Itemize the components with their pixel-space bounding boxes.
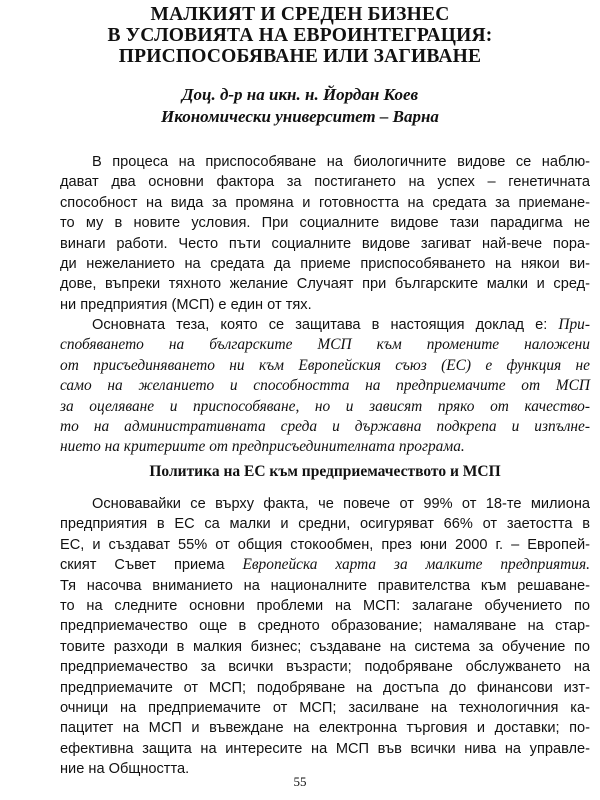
text-line: Основавайки се върху факта, че повече от 99% от 18-те милиона [92,496,590,512]
section-heading: Политика на ЕС към предприемачеството и МСП [149,463,501,480]
text-line: способност на вида за промяна и готовността на средата за приемане- [60,194,590,211]
text-line: Тя насочва вниманието на националните правителства към решаване- [60,577,590,594]
text-line: пацитет на МСП и въвеждане на електронна търговия и доставки; по- [60,720,590,737]
text-line: то на административната среда и държавна подкрепа и изпълне- [60,418,590,436]
text-line: то му в новите условия. При социалните видове тази парадигма не [60,215,590,232]
thesis-intro: Основната теза, която се защитава в настоящия доклад е: [92,317,559,333]
text-line [60,555,590,575]
text-line: ни предприятия (МСП) е един от тях. [60,296,312,313]
paragraph-intro [60,152,590,315]
title-line: МАЛКИЯТ И СРЕДЕН БИЗНЕС [150,4,450,25]
author-affiliation: Икономически университет – Варна [161,107,439,126]
paragraph-thesis [60,315,590,458]
text-line: предприемачите от МСП; подобряване на достъпа до финансови изт- [60,679,590,696]
text-line: предприятия в ЕС са малки и средни, осигуряват 66% от заетостта в [60,516,590,533]
title-line: В УСЛОВИЯТА НА ЕВРОИНТЕГРАЦИЯ: [107,25,493,46]
title-line: ПРИСПОСОБЯВАНЕ ИЛИ ЗАГИВАНЕ [118,46,482,67]
text-line: дове, въпреки тяхното желание Случаят при българските малки и сред- [60,276,590,293]
text-line: ЕС, и създават 55% от общия стокообмен, през юни 2000 г. – Европей- [60,536,590,553]
text-line: нието на критериите от предприсъединителната програма. [60,438,465,456]
paragraph-eu-policy [60,494,590,780]
text-line: от присъединяването ни към Европейския съюз (ЕС) е функция не [60,356,590,374]
text-line: винаги работи. Често пъти социалните видове загиват най-вече пора- [60,235,590,252]
page-number: 55 [293,774,307,789]
text-line: предприемачество за всички възрасти; подобряване обслужването на [60,659,590,676]
text-line: само на желанието и способността на предприемачите от МСП [60,377,590,395]
text-line: то на следните основни проблеми на МСП: залагане обучението по [60,598,590,615]
text-line: товите разходи в малкия бизнес; създаване на система за обучение по [60,638,590,655]
text-line: спобяването на българските МСП към промените наложени [60,336,590,354]
text-line: очници на предприемачите от МСП; засилване на технологичния ка- [60,700,590,717]
text-line: дават два основни фактора за постигането на успех – генетичната [60,174,590,191]
thesis-start: При- [558,316,590,333]
text-line: ефективна защита на интересите на МСП във всички нива на управле- [60,740,590,757]
text-line [60,315,590,335]
text-line: предприемачество още в средното образование; намаляване на стар- [60,618,590,635]
document-title [0,4,600,67]
text-line: В процеса на приспособяване на биологичните видове се наблю- [92,154,590,170]
author-block [0,84,600,128]
text-line: за оцеляване и приспособяване, но и зависят пряко от качество- [60,397,590,415]
text-line: ди нежеланието на средата да приеме приспособяването на някои ви- [60,256,590,273]
charter-title: Европейска харта за малките предприятия. [242,556,590,574]
charter-intro: ският Съвет приема [60,557,243,574]
text-line: ние на Общността. [60,761,190,778]
author-name: Доц. д-р на икн. н. Йордан Коев [181,85,419,104]
